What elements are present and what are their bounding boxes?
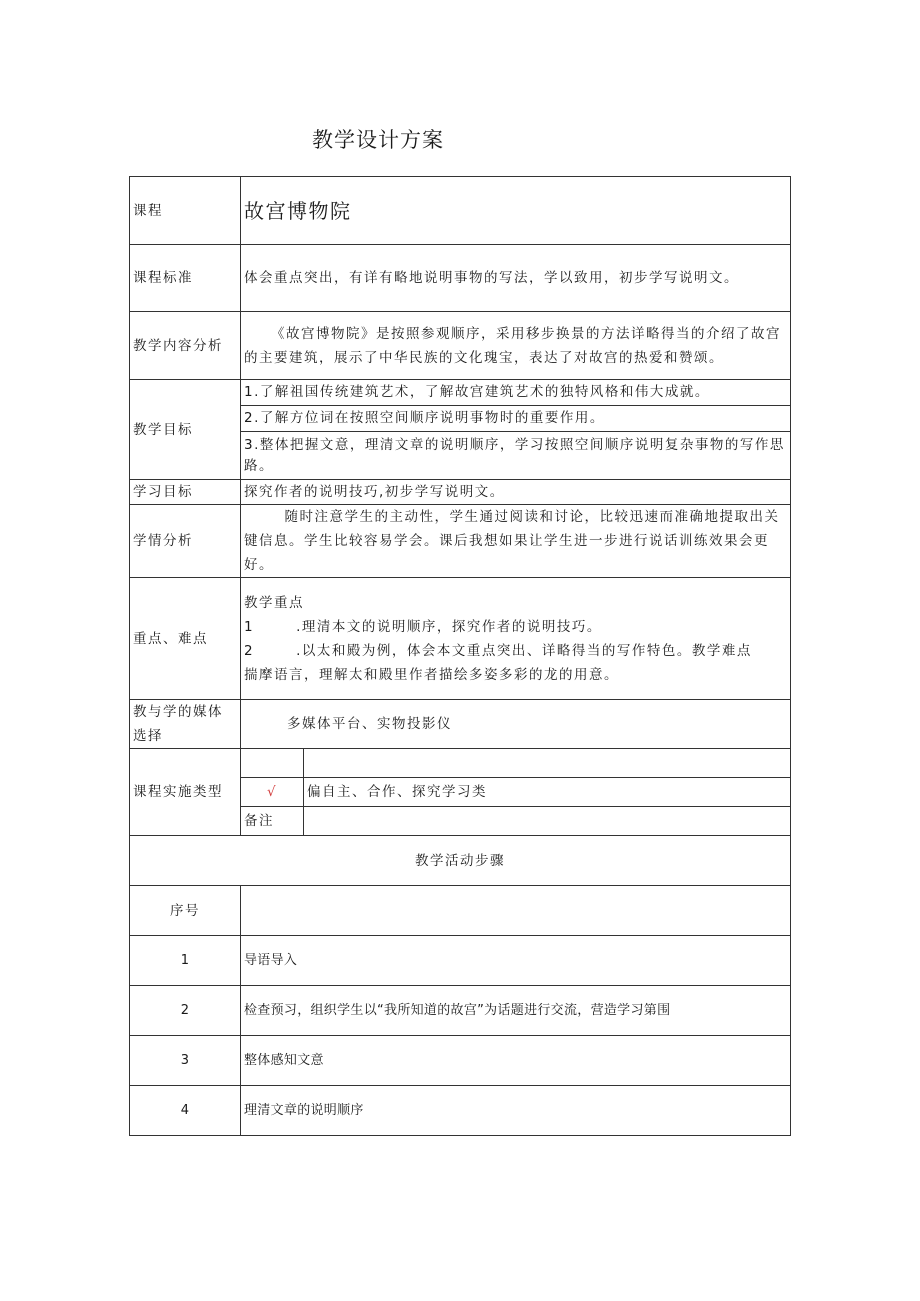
- remark-value: [304, 807, 791, 836]
- table-row: [130, 1036, 791, 1086]
- goal-item-3: 3.整体把握文意，理清文章的说明顺序，学习按照空间顺序说明复杂事物的写作思路。: [241, 432, 791, 480]
- step-text: 导语导入: [241, 936, 791, 986]
- step-number: 3: [130, 1036, 241, 1086]
- course-label: 课程: [130, 177, 241, 245]
- step-number: 2: [130, 986, 241, 1036]
- type-label: 课程实施类型: [130, 749, 241, 836]
- lesson-plan-table: [129, 176, 791, 1136]
- remark-label: 备注: [241, 807, 304, 836]
- type-value: 偏自主、合作、探究学习类: [304, 778, 791, 807]
- media-label: 教与学的媒体选择: [130, 700, 241, 749]
- row-learning-goal: [130, 480, 791, 505]
- step-text: 整体感知文意: [241, 1036, 791, 1086]
- key-heading: 教学重点: [244, 594, 304, 611]
- activities-header: 教学活动步骤: [130, 836, 791, 886]
- content-label: 教学内容分析: [130, 312, 241, 380]
- type-check-mark: √: [241, 778, 304, 807]
- type-blank-mark: [241, 749, 304, 778]
- step-text: 检查预习，组织学生以“我所知道的故宫”为话题进行交流，营造学习第围: [241, 986, 791, 1036]
- key-item-1-num: 1: [244, 618, 255, 635]
- table-row: [130, 986, 791, 1036]
- situation-value: 随时注意学生的主动性，学生通过阅读和讨论，比较迅速而准确地提取出关键信息。学生比较容易学会。课后我想如果让学生进一步进行说话训练效果会更好。: [241, 505, 791, 578]
- key-item-1-text: .理清本文的说明顺序，探究作者的说明技巧。: [296, 618, 602, 635]
- key-item-3: 揣摩语言，理解太和殿里作者描绘多姿多彩的龙的用意。: [244, 666, 619, 683]
- row-seq-header: [130, 886, 791, 936]
- key-item-2-num: 2: [244, 642, 255, 659]
- row-standard: [130, 245, 791, 312]
- goal-item-1: 1.了解祖国传统建筑艺术，了解故宫建筑艺术的独特风格和伟大成就。: [241, 380, 791, 406]
- course-value: 故宫博物院: [241, 177, 791, 245]
- table-row: [130, 936, 791, 986]
- standard-value: 体会重点突出，有详有略地说明事物的写法，学以致用，初步学写说明文。: [241, 245, 791, 312]
- content-value: 《故宫博物院》是按照参观顺序，采用移步换景的方法详略得当的介绍了故宫的主要建筑，展示了中华民族的文化瑰宝，表达了对故宫的热爱和赞颂。: [241, 312, 791, 380]
- key-item-1: [244, 615, 787, 639]
- row-media: [130, 700, 791, 749]
- row-situation: [130, 505, 791, 578]
- seq-label: 序号: [130, 886, 241, 936]
- table-row: [130, 1086, 791, 1136]
- learning-label: 学习目标: [130, 480, 241, 505]
- goals-label: 教学目标: [130, 380, 241, 480]
- key-content: [241, 578, 791, 700]
- document-title: 教学设计方案: [312, 128, 444, 152]
- media-value: 多媒体平台、实物投影仪: [241, 700, 791, 749]
- standard-label: 课程标准: [130, 245, 241, 312]
- row-activities-header: [130, 836, 791, 886]
- row-goal-1: [130, 380, 791, 406]
- row-key-points: [130, 578, 791, 700]
- step-number: 1: [130, 936, 241, 986]
- row-type-blank: [130, 749, 791, 778]
- key-label: 重点、难点: [130, 578, 241, 700]
- step-number: 4: [130, 1086, 241, 1136]
- step-text: 理清文章的说明顺序: [241, 1086, 791, 1136]
- row-content-analysis: [130, 312, 791, 380]
- key-item-2: [244, 639, 787, 663]
- row-course: [130, 177, 791, 245]
- situation-label: 学情分析: [130, 505, 241, 578]
- goal-item-2: 2.了解方位词在按照空间顺序说明事物时的重要作用。: [241, 406, 791, 432]
- seq-content-header: [241, 886, 791, 936]
- key-item-2-text: .以太和殿为例，体会本文重点突出、详略得当的写作特色。教学难点: [296, 642, 752, 659]
- type-blank-value: [304, 749, 791, 778]
- learning-value: 探究作者的说明技巧,初步学写说明文。: [241, 480, 791, 505]
